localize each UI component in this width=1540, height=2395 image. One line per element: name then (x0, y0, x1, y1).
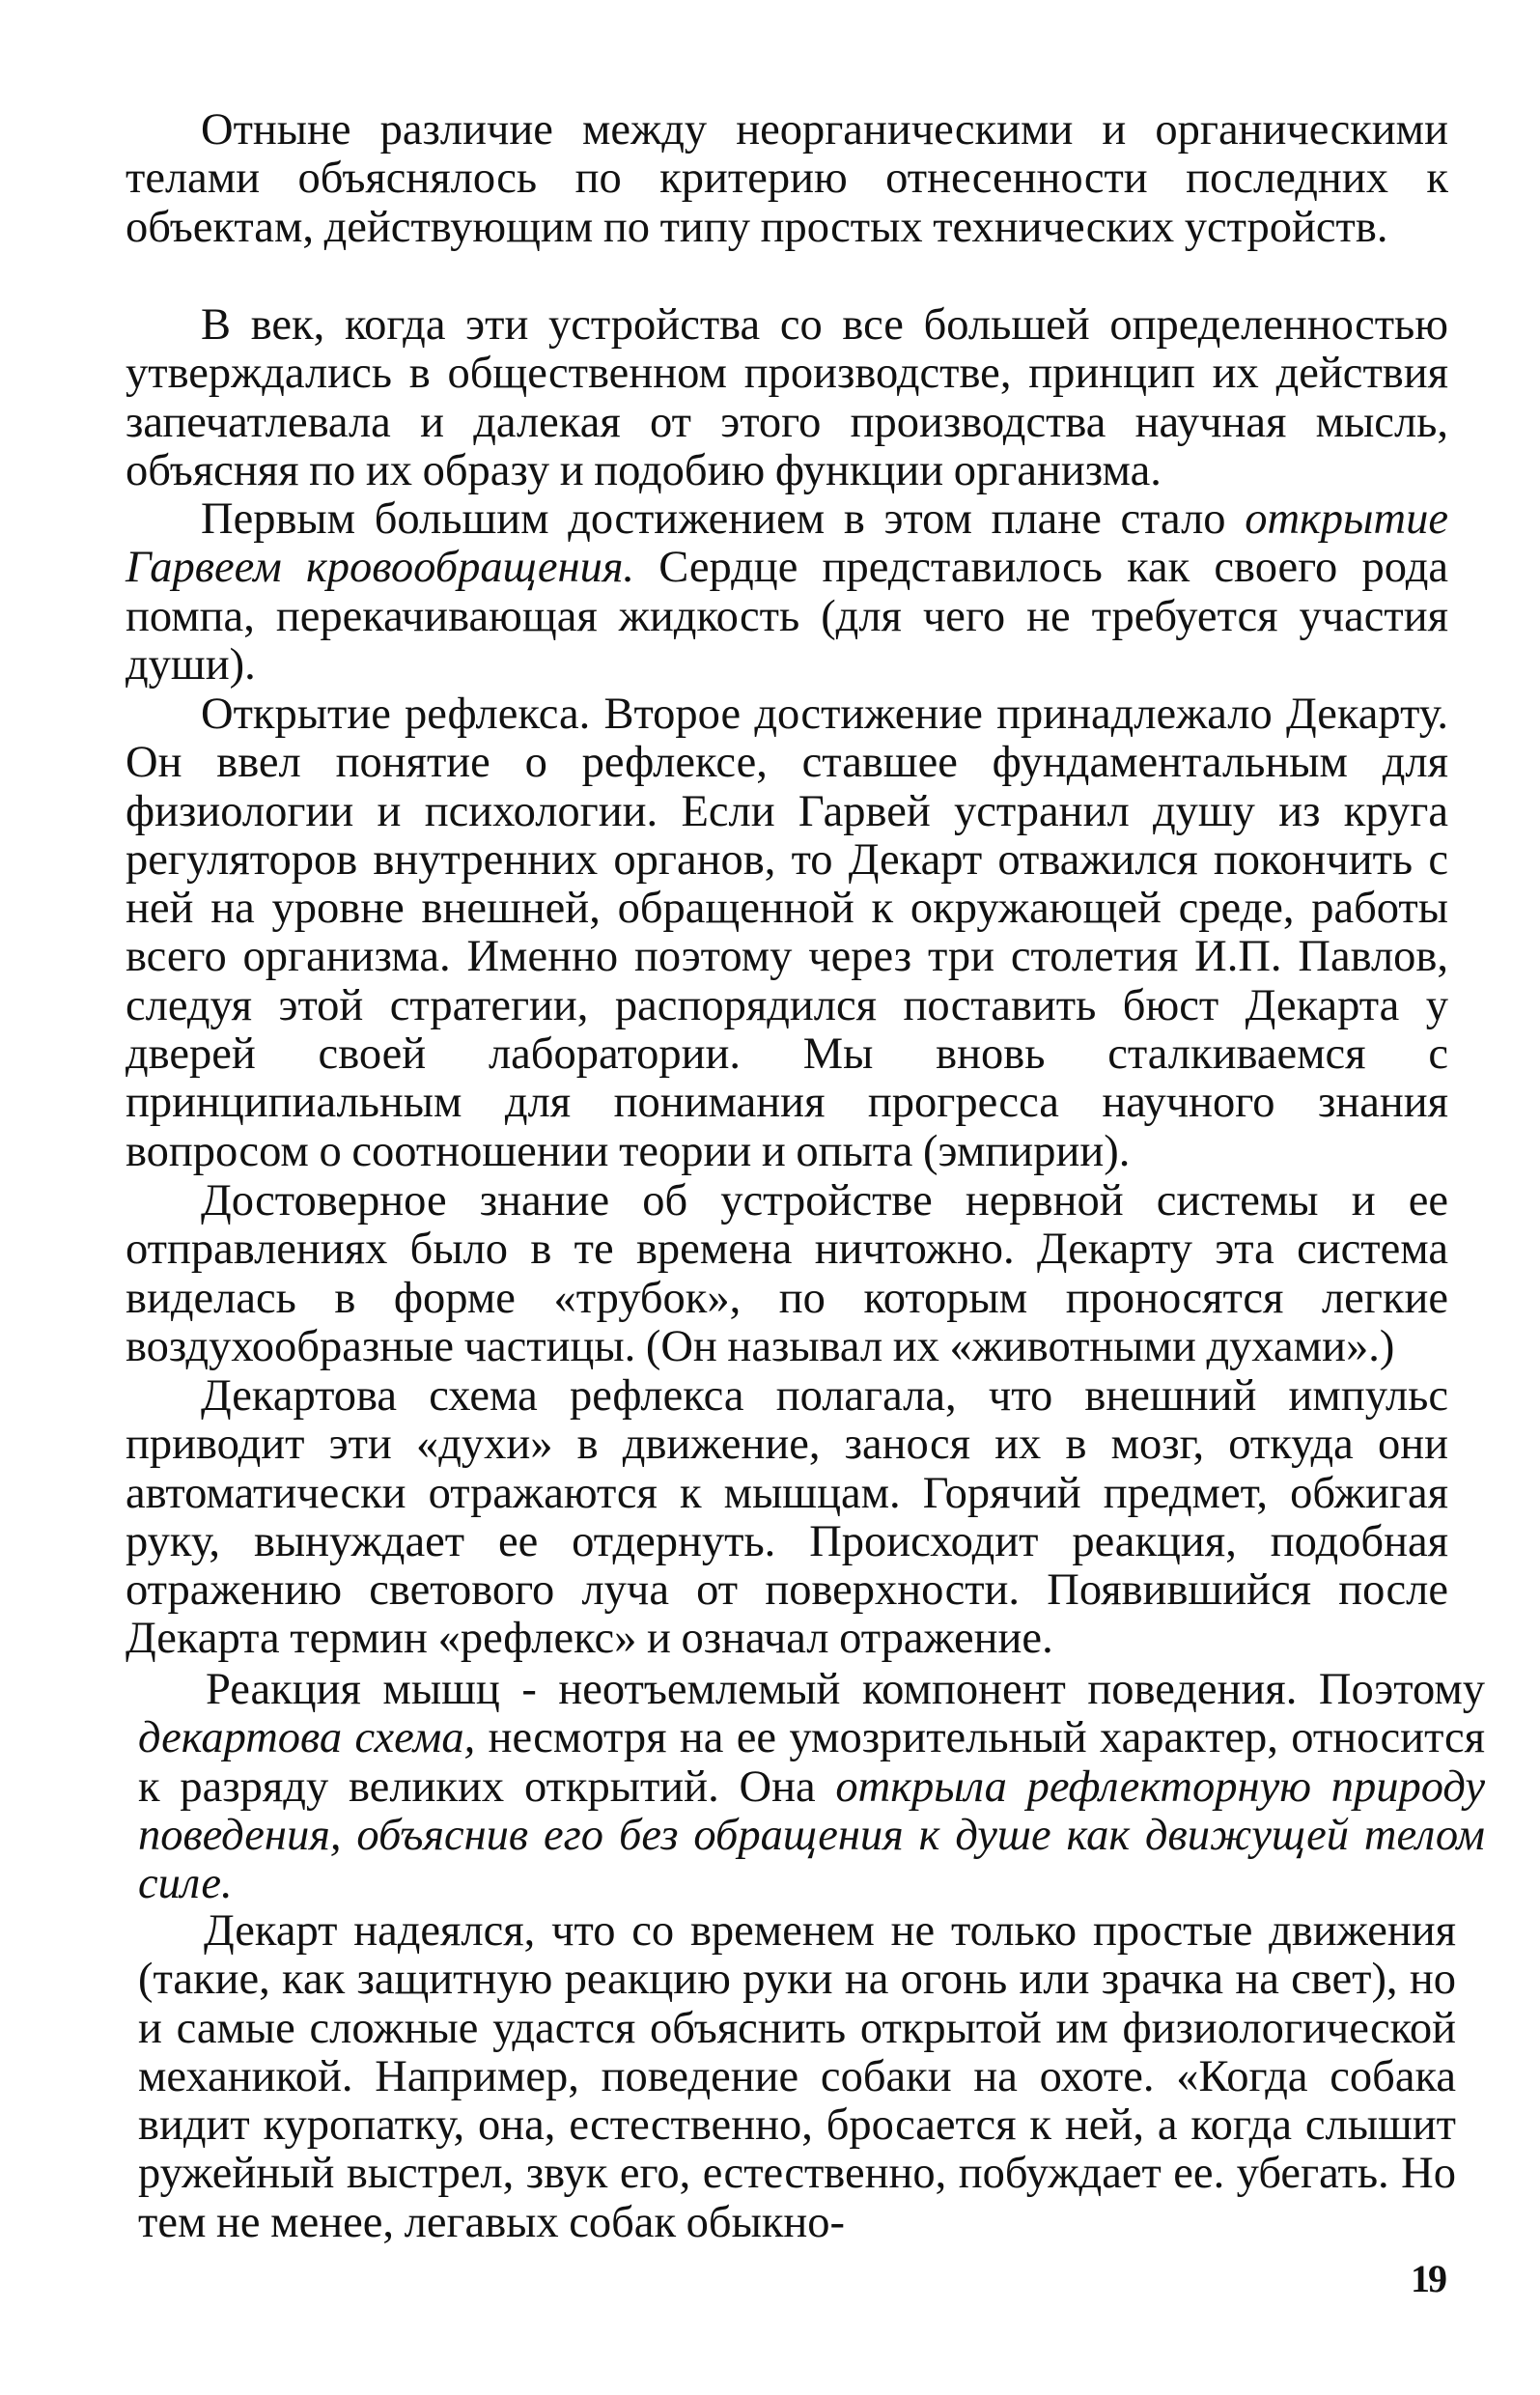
paragraph-6 (126, 1372, 1448, 1664)
paragraph-3-text-start: Первым большим достижением в этом плане стало (201, 494, 1246, 544)
paragraph-6-text: Декартова схема рефлекса полагала, что внешний импульс приводит эти «духи» в движение, занося их в мозг, откуда они автоматически отражаются к мышцам. Горячий предмет, обжигая руку, вынуждает ее отдернуть. Происходит реакция, подобная отражению светового луча от поверхности. Появившийся после Декарта термин «рефлекс» и означал отражение. (126, 1371, 1448, 1664)
paragraph-5-text: Достоверное знание об устройстве нервной системы и ее отправлениях было в те времена ничтожно. Декарту эта система виделась в форме «трубок», по которым проносятся легкие воздухообразные частицы. (Он называл их «животными духами».) (126, 1176, 1448, 1371)
paragraph-7 (138, 1666, 1485, 1908)
paragraph-4-text: Открытие рефлекса. Второе достижение принадлежало Декарту. Он ввел понятие о рефлексе, ставшее фундаментальным для физиологии и психологии. Если Гарвей устранил душу из круга регуляторов внутренних органов, то Декарт отважился покончить с ней на уровне внешней, обращенной к окружающей среде, работы всего организма. Именно поэтому через три столетия И.П. Павлов, следуя этой стратегии, распорядился поставить бюст Декарта у дверей своей лаборатории. Мы вновь сталкиваемся с принципиальным для понимания прогресса научного знания вопросом о соотношении теории и опыта (эмпирии). (126, 690, 1448, 1176)
paragraph-3-text-end: Сердце представилось как своего рода помпа, перекачивающая жидкость (для чего не требуется участия души). (126, 543, 1448, 690)
page-number: 19 (1411, 2257, 1445, 2300)
paragraph-5 (126, 1177, 1448, 1371)
paragraph-3-italic-term: открытие Гарвеем кровообращения. (126, 494, 1448, 593)
paragraph-4 (126, 690, 1448, 1176)
paragraph-8 (138, 1907, 1456, 2247)
paragraph-7-text-middle: несмотря на ее умозрительный характер, относится к разряду великих открытий. Она (138, 1713, 1485, 1812)
paragraph-3 (126, 495, 1448, 690)
paragraph-1-text: Отныне различие между неорганическими и органическими телами объяснялось по критерию отнесенности последних к объектам, действующим по типу простых технических устройств. (126, 105, 1448, 252)
paragraph-1 (126, 106, 1448, 252)
paragraph-7-italic-term: декартова схема, (138, 1713, 476, 1763)
paragraph-2-text: В век, когда эти устройства со все большей определенностью утверждались в общественном производстве, принцип их действия запечатлевала и далекая от этого производства научная мысль, объясняя по их образу и подобию функции организма. (126, 300, 1448, 495)
paragraph-7-italic-conclusion: открыла рефлекторную природу поведения, объяснив его без обращения к душе как движущей телом силе. (138, 1761, 1485, 1909)
paragraph-7-text-start: Реакция мышц - неотъемлемый компонент поведения. Поэтому (206, 1665, 1485, 1714)
paragraph-2 (126, 301, 1448, 495)
paragraph-8-text: Декарт надеялся, что со временем не только простые движения (такие, как защитную реакцию руки на огонь или зрачка на свет), но и самые сложные удастся объяснить открытой им физиологической механикой. Например, поведение собаки на охоте. «Когда собака видит куропатку, она, естественно, бросается к ней, а когда слышит ружейный выстрел, звук его, естественно, побуждает ее. убегать. Но тем не менее, легавых собак обыкно- (138, 1906, 1456, 2247)
